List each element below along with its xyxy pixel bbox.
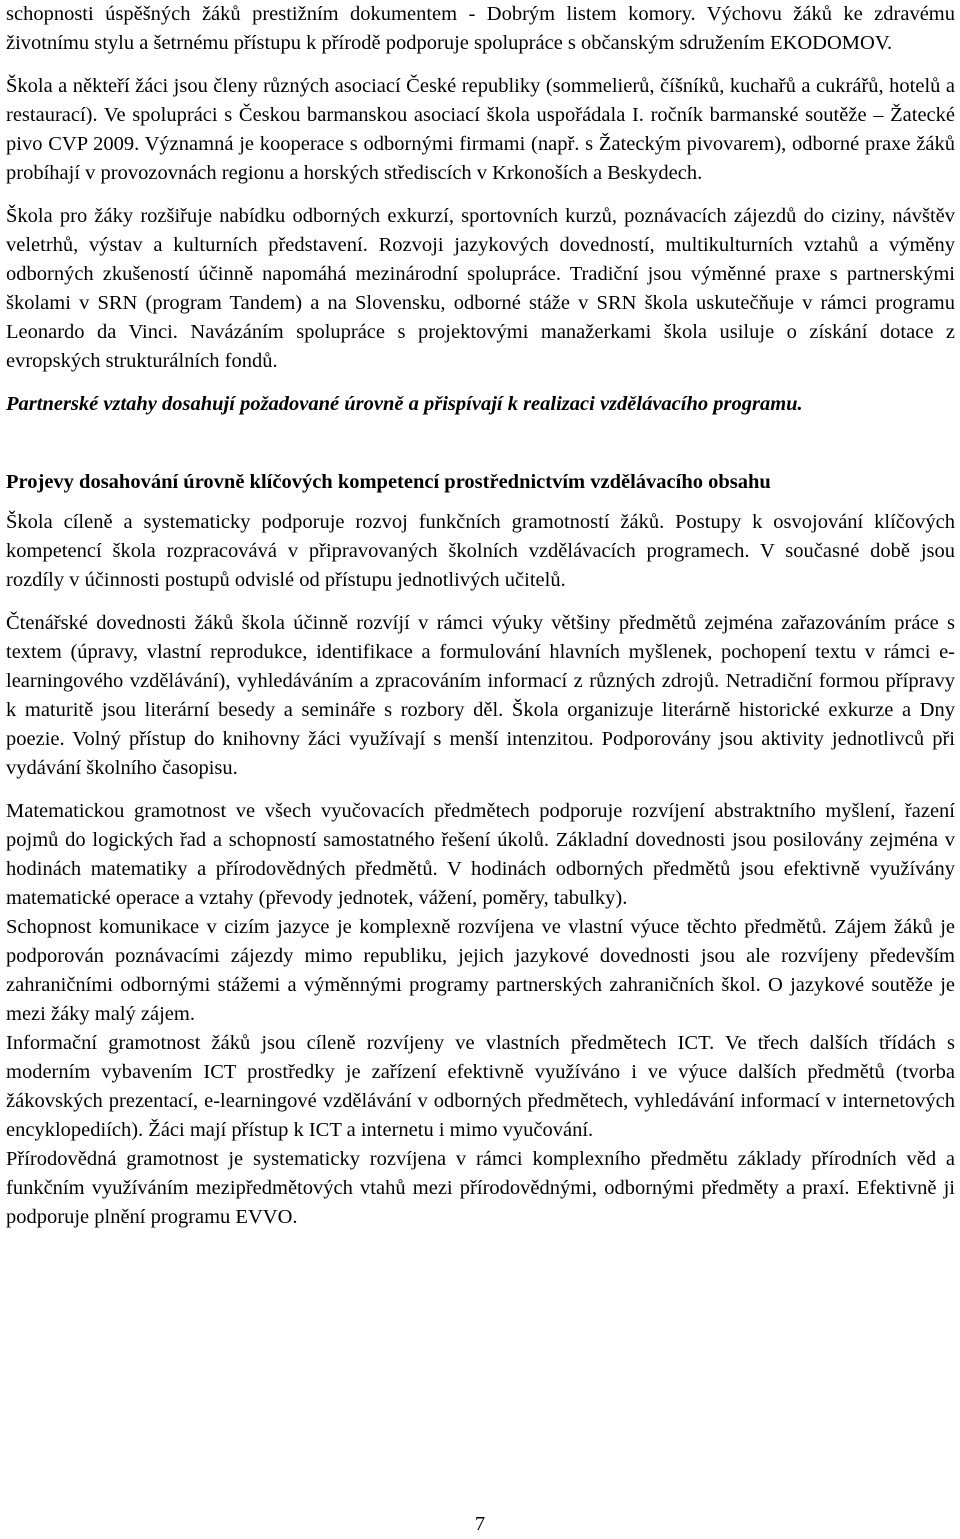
paragraph-associations: Škola a někteří žáci jsou členy různých asociací České republiky (sommelierů, číšníků, kuchařů a cukrářů, hotelů a restaurací). Ve spolupráci s Českou barmanskou asociací škola uspořádala I. ročník barmanské soutěže – Žatecké pivo CVP 2009. Významná je kooperace s odbornými firmami (např. s Žateckým pivovarem), odborné praxe žáků probíhají v provozovnách regionu a horských střediscích v Krkonoších a Beskydech. [6, 75, 955, 184]
paragraph-key-competences: Škola cíleně a systematicky podporuje rozvoj funkčních gramotností žáků. Postupy k osvojování klíčových kompetencí škola rozpracovává v připravovaných školních vzdělávacích programech. V současné době jsou rozdíly v účinnosti postupů odvislé od přístupu jednotlivých učitelů. [6, 511, 955, 591]
paragraph-math-literacy: Matematickou gramotnost ve všech vyučovacích předmětech podporuje rozvíjení abstraktního myšlení, řazení pojmů do logických řad a schopností samostatného řešení úkolů. Základní dovednosti jsou posilovány zejména v hodinách matematiky a přírodovědných předmětů. V hodinách odborných předmětů jsou efektivně využívány matematické operace a vztahy (převody jednotek, vážení, poměry, tabulky). [6, 800, 955, 909]
partner-statement: Partnerské vztahy dosahují požadované úrovně a přispívají k realizaci vzdělávacího programu. [6, 393, 803, 415]
page-number: 7 [474, 1513, 486, 1535]
paragraph-ict-literacy: Informační gramotnost žáků jsou cíleně rozvíjeny ve vlastních předmětech ICT. Ve třech dalších třídách s moderním vybavením ICT prostředky je zařízení efektivně využíváno i ve výuce dalších předmětů (tvorba žákovských prezentací, e-learningové vzdělávání v odborných předmětech, vyhledávání informací v internetových encyklopediích). Žáci mají přístup k ICT a internetu i mimo vyučování. [6, 1032, 955, 1141]
paragraph-reading-literacy: Čtenářské dovednosti žáků škola účinně rozvíjí v rámci výuky většiny předmětů zejména zařazováním práce s textem (úpravy, vlastní reprodukce, identifikace a formulování hlavních myšlenek, pochopení textu v rámci e-learningového vzdělávání), vyhledáváním a zpracováním informací z různých zdrojů. Netradiční formou přípravy k maturitě jsou literární besedy a semináře s rozbory děl. Škola organizuje literárně historické exkurze a Dny poezie. Volný přístup do knihovny žáci využívají s menší intenzitou. Podporovány jsou aktivity jednotlivců při vydávání školního časopisu. [6, 612, 955, 779]
paragraph-science-literacy: Přírodovědná gramotnost je systematicky rozvíjena v rámci komplexního předmětu základy přírodních věd a funkčním využíváním mezipředmětových vtahů mezi přírodovědnými, odbornými předměty a praxí. Efektivně ji podporuje plnění programu EVVO. [6, 1148, 955, 1228]
paragraph-foreign-language: Schopnost komunikace v cizím jazyce je komplexně rozvíjena ve vlastní výuce těchto předmětů. Zájem žáků je podporován poznávacími zájezdy mimo republiku, jejich jazykové dovednosti jsou ale rozvíjeny především zahraničními odbornými stážemi a výměnnými programy partnerských zahraničních škol. O jazykové soutěže je mezi žáky malý zájem. [6, 916, 955, 1025]
paragraph-ekodomov: schopnosti úspěšných žáků prestižním dokumentem - Dobrým listem komory. Výchovu žáků ke zdravému životnímu stylu a šetrnému přístupu k přírodě podporuje spolupráce s občanským sdružením EKODOMOV. [6, 3, 955, 54]
paragraph-excursions: Škola pro žáky rozšiřuje nabídku odborných exkurzí, sportovních kurzů, poznávacích zájezdů do ciziny, návštěv veletrhů, výstav a kulturních představení. Rozvoji jazykových dovedností, multikulturních vztahů a výměny odborných zkušeností účinně napomáhá mezinárodní spolupráce. Tradiční jsou výměnné praxe s partnerskými školami v SRN (program Tandem) a na Slovensku, odborné stáže v SRN škola uskutečňuje v rámci programu Leonardo da Vinci. Navázáním spolupráce s projektovými manažerkami škola usiluje o získání dotace z evropských strukturálních fondů. [6, 205, 955, 372]
section-heading: Projevy dosahování úrovně klíčových kompetencí prostřednictvím vzdělávacího obsahu [6, 471, 771, 493]
